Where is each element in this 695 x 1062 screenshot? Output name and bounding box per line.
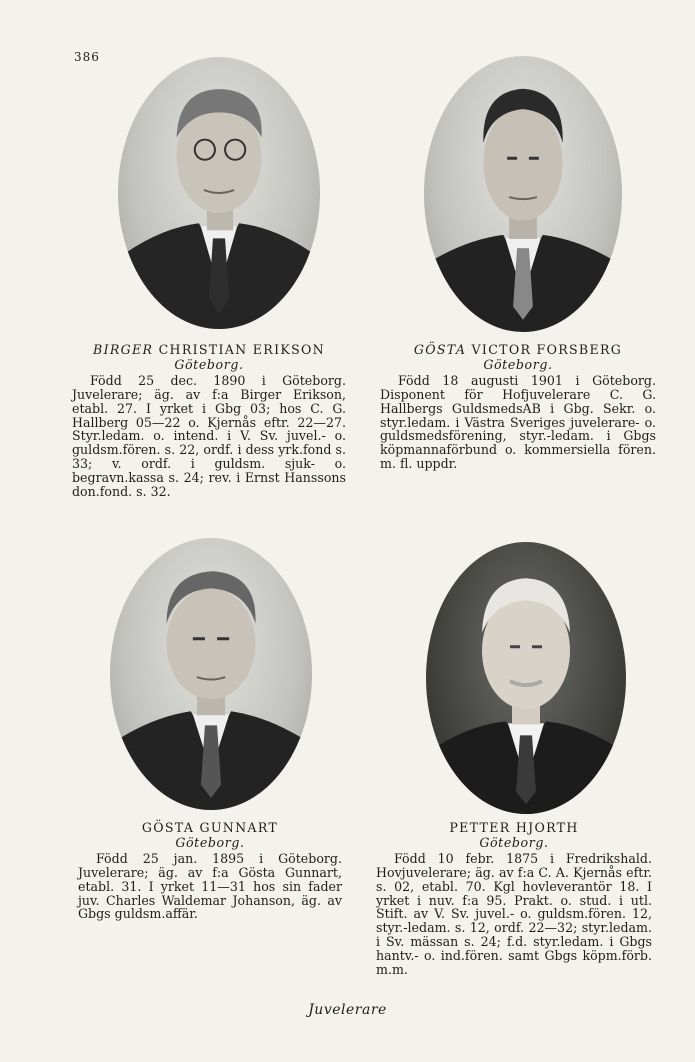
entry-name-rest: GÖSTA GUNNART [141, 820, 279, 835]
entry-name-rest: CHRISTIAN ERIKSON [158, 342, 325, 357]
page-footer: Juvelerare [308, 1002, 387, 1018]
portrait-man-suit-icon [424, 56, 622, 332]
entry-city: Göteborg. [479, 834, 549, 850]
entry-bio: Född 25 dec. 1890 i Göteborg. Juvelerare; äg. av f:a Birger Erikson, etabl. 27. I yrket i Gbg 03; hos C. G. Hallberg 05—22 o. Kjernås eftr. 22—27. Styr.ledam. o. intend. i V. Sv. juvel.- o. guldsm.fören. s. 22, ordf. i dess yrk.fond s. 33; v. ordf. i guldsm. sjuk- o. begravn.kassa s. 24; rev. i Ernst Hanssons don.fond. s. 32. [72, 372, 346, 500]
portrait-man-striped-tie-icon [110, 538, 312, 810]
entry-city: Göteborg. [175, 834, 245, 850]
entry-name-italic: GÖSTA [413, 342, 467, 357]
portrait-man-glasses-icon [118, 57, 320, 329]
entry-bio: Född 25 jan. 1895 i Göteborg. Juvelerare; äg. av f:a Gösta Gunnart, etabl. 31. I yrket 11—31 hos sin fader juv. Charles Waldemar Johanson, äg. av Gbgs guldsm.affär. [78, 850, 342, 922]
entry-4 [376, 821, 652, 977]
entry-city: Göteborg. [483, 356, 553, 372]
portrait-photo-1 [118, 57, 320, 329]
portrait-older-man-icon [426, 542, 626, 814]
portrait-photo-2 [424, 56, 622, 332]
entry-name [72, 343, 346, 357]
entry-name [78, 821, 342, 835]
portrait-photo-4 [426, 542, 626, 814]
portrait-photo-3 [110, 538, 312, 810]
entry-name-rest: VICTOR FORSBERG [471, 342, 623, 357]
entry-name [380, 343, 656, 357]
entry-name-italic: BIRGER [93, 342, 154, 357]
entry-3 [78, 821, 342, 921]
entry-name-rest: PETTER HJORTH [449, 820, 579, 835]
entry-1 [72, 343, 346, 499]
entry-bio: Född 10 febr. 1875 i Fredrikshald. Hovjuvelerare; äg. av f:a C. A. Kjernås eftr. s. 02, etabl. 70. Kgl hovleverantör 18. I yrket i nuv. f:a 95. Prakt. o. stud. i utl. Stift. av V. Sv. juvel.- o. guldsm.fören. 12, styr.-ledam. s. 12, ordf. 22—32; styr.ledam. i Sv. mässan s. 24; f.d. styr.ledam. i Gbgs hantv.- o. ind.fören. samt Gbgs köpm.förb. m.m. [376, 850, 652, 978]
entry-bio: Född 18 augusti 1901 i Göteborg. Disponent för Hofjuvelerare C. G. Hallbergs GuldsmedsAB i Gbg. Sekr. o. styr.ledam. i Västra Sveriges juvelerare- o. guldsmedsförening, styr.-ledam. i Gbgs köpmannaförbund o. kommersiella fören. m. fl. uppdr. [380, 372, 656, 472]
entry-city: Göteborg. [174, 356, 244, 372]
page-number: 386 [74, 50, 100, 64]
entry-2 [380, 343, 656, 471]
entry-name [376, 821, 652, 835]
